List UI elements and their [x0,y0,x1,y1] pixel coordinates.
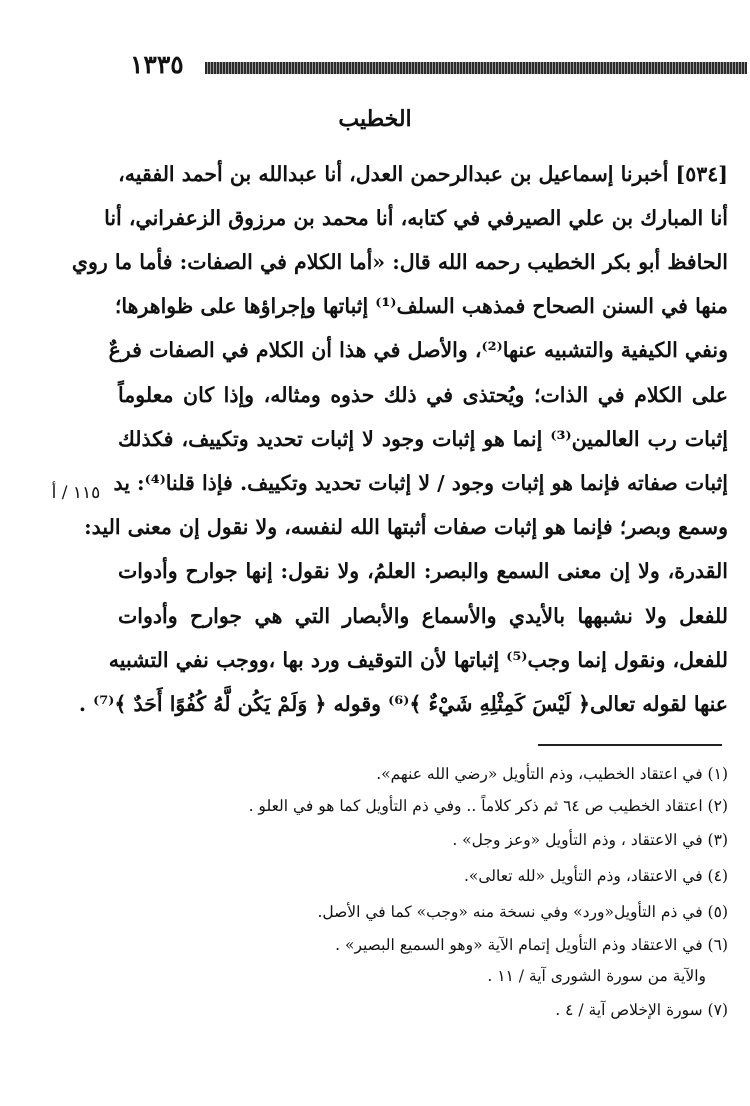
body-line: للفعل، ونقول إنما وجب⁽⁵⁾ إثباتها لأن التوقيف ورد بها ،ووجب نفي التشبيه [108,648,728,672]
body-line: القدرة، ولا إن معنى السمع والبصر: العلمُ، ولا نقول: إنها جوارح وأدوات [118,559,728,583]
body-line: إثبات رب العالمين⁽³⁾ إنما هو إثبات وجود لا إثبات تحديد وتكييف، فكذلك [118,427,728,451]
body-line: الحافظ أبو بكر الخطيب رحمه الله قال: «أما الكلام في الصفات: فأما ما روي [71,250,728,274]
body-line: وسمع وبصر؛ فإنما هو إثبات صفات أثبتها الله لنفسه، ولا نقول إن معنى اليد: [84,515,728,539]
body-line: أنا المبارك بن علي الصيرفي في كتابه، أنا محمد بن مرزوق الزعفراني، أنا [104,206,728,230]
header-rule [205,62,747,74]
section-title: الخطيب [338,106,412,132]
footnote: (١) في اعتقاد الخطيب، وذم التأويل «رضي الله عنهم». [376,765,728,783]
footnote-rule [538,744,722,746]
body-line: عنها لقوله تعالى﴿ لَيْسَ كَمِثْلِهِ شَيْءٌ ﴾⁽⁶⁾ وقوله ﴿ وَلَمْ يَكُن لَّهُ كُفُوًا أَحَدٌ ﴾⁽⁷⁾ . [78,692,728,716]
footnote: (٧) سورة الإخلاص آية / ٤ . [555,1001,728,1019]
page-number: ١٣٣٥ [130,50,184,79]
body-line: ونفي الكيفية والتشبيه عنها⁽²⁾، والأصل في هذا أن الكلام في الصفات فرعٌ [108,338,728,362]
footnote: (٦) في الاعتقاد وذم التأويل إتمام الآية «وهو السميع البصير» . [335,936,728,954]
footnote: (٢) اعتقاد الخطيب ص ٦٤ ثم ذكر كلاماً .. وفي ذم التأويل كما هو في العلو . [248,797,728,815]
body-line: على الكلام في الذات؛ ويُحتذى في ذلك حذوه ومثاله، وإذا كان معلوماً [118,383,728,407]
body-line: للفعل ولا نشبهها بالأيدي والأسماع والأبصار التي هي جوارح وأدوات [118,604,728,628]
margin-folio-note: ١١٥ / أ [51,483,101,503]
footnote: (٤) في الاعتقاد، وذم التأويل «لله تعالى». [463,867,728,885]
footnote: (٥) في ذم التأويل«ورد» وفي نسخة منه «وجب» كما في الأصل. [317,903,728,921]
footnote: (٣) في الاعتقاد ، وذم التأويل «وعز وجل» . [452,831,728,849]
body-line: [٥٣٤] أخبرنا إسماعيل بن عبدالرحمن العدل، أنا عبدالله بن أحمد الفقيه، [118,162,728,186]
footnote: والآية من سورة الشورى آية / ١١ . [487,967,706,985]
body-line: منها في السنن الصحاح فمذهب السلف⁽¹⁾ إثباتها وإجراؤها على ظواهرها؛ [114,294,728,318]
body-line: إثبات صفاته فإنما هو إثبات وجود / لا إثبات تحديد وتكييف. فإذا قلنا⁽⁴⁾: يد [113,471,728,495]
